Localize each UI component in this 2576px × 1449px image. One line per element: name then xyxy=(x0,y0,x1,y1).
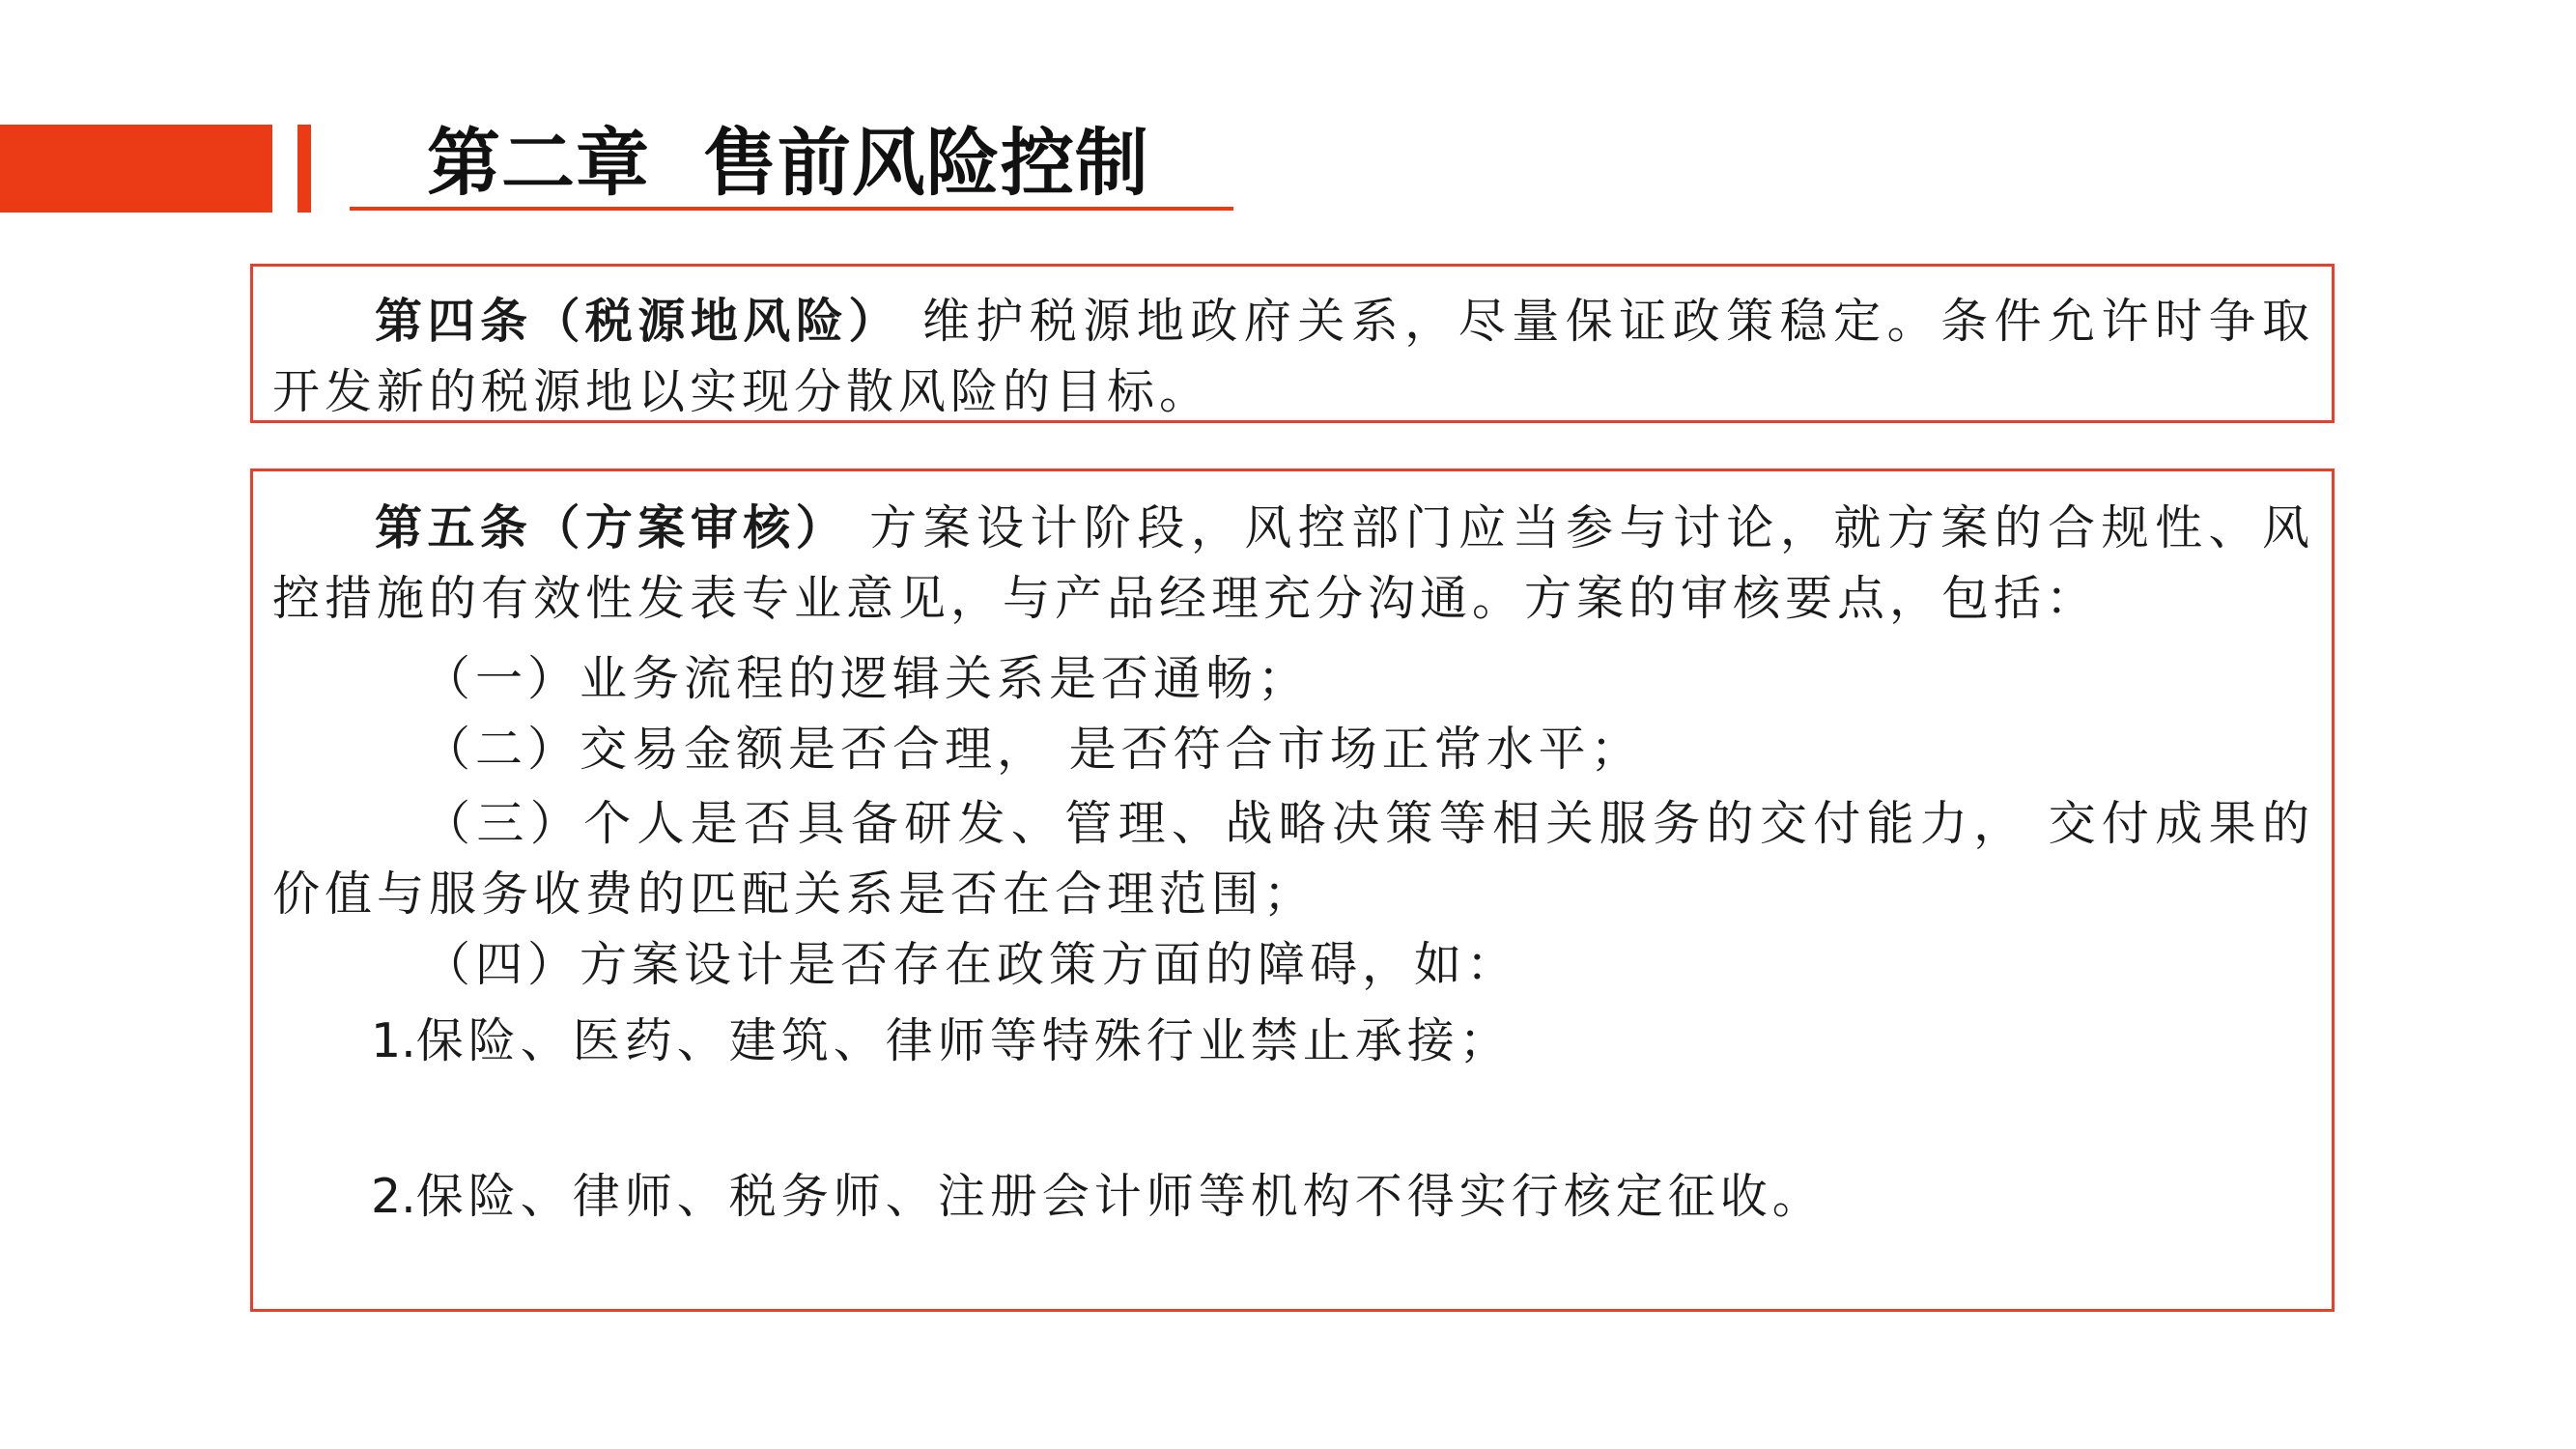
page-title: 第二章 售前风险控制 xyxy=(427,120,1149,206)
header-accent-block xyxy=(0,125,272,213)
restriction-item-1-number: 1. xyxy=(371,1013,416,1068)
title-underline xyxy=(350,207,1233,211)
article-5-heading: 第五条（方案审核） xyxy=(375,499,849,555)
review-point-3: （三）个人是否具备研发、管理、战略决策等相关服务的交付能力， 交付成果的价值与服务收费的匹配关系是否在合理范围； xyxy=(272,796,2314,922)
article-4-heading: 第四条（税源地风险） xyxy=(375,293,901,349)
restriction-item-1 xyxy=(272,1006,2314,1076)
review-point-4: （四）方案设计是否存在政策方面的障碍，如： xyxy=(423,937,1519,992)
review-point-2: （二）交易金额是否合理， 是否符合市场正常水平； xyxy=(423,722,1643,777)
restriction-item-2 xyxy=(272,1161,2314,1232)
article-5-body: 方案设计阶段，风控部门应当参与讨论，就方案的合规性、风控措施的有效性发表专业意见，与产品经理充分沟通。方案的审核要点，包括： xyxy=(272,500,2314,626)
article-5-paragraph xyxy=(272,493,2314,634)
restriction-item-2-number: 2. xyxy=(371,1169,416,1224)
article-4-box xyxy=(250,264,2335,423)
article-4-body: 维护税源地政府关系，尽量保证政策稳定。条件允许时争取开发新的税源地以实现分散风险的目标。 xyxy=(272,294,2314,419)
header-accent-bar xyxy=(297,125,311,213)
article-5-box xyxy=(250,469,2335,1312)
review-point-1: （一）业务流程的逻辑关系是否通畅； xyxy=(423,651,1311,706)
restriction-item-1-text: 保险、医药、建筑、律师等特殊行业禁止承接； xyxy=(415,1013,1512,1068)
article-4-paragraph xyxy=(272,286,2314,427)
restriction-item-2-text: 保险、律师、税务师、注册会计师等机构不得实行核定征收。 xyxy=(415,1169,1825,1224)
